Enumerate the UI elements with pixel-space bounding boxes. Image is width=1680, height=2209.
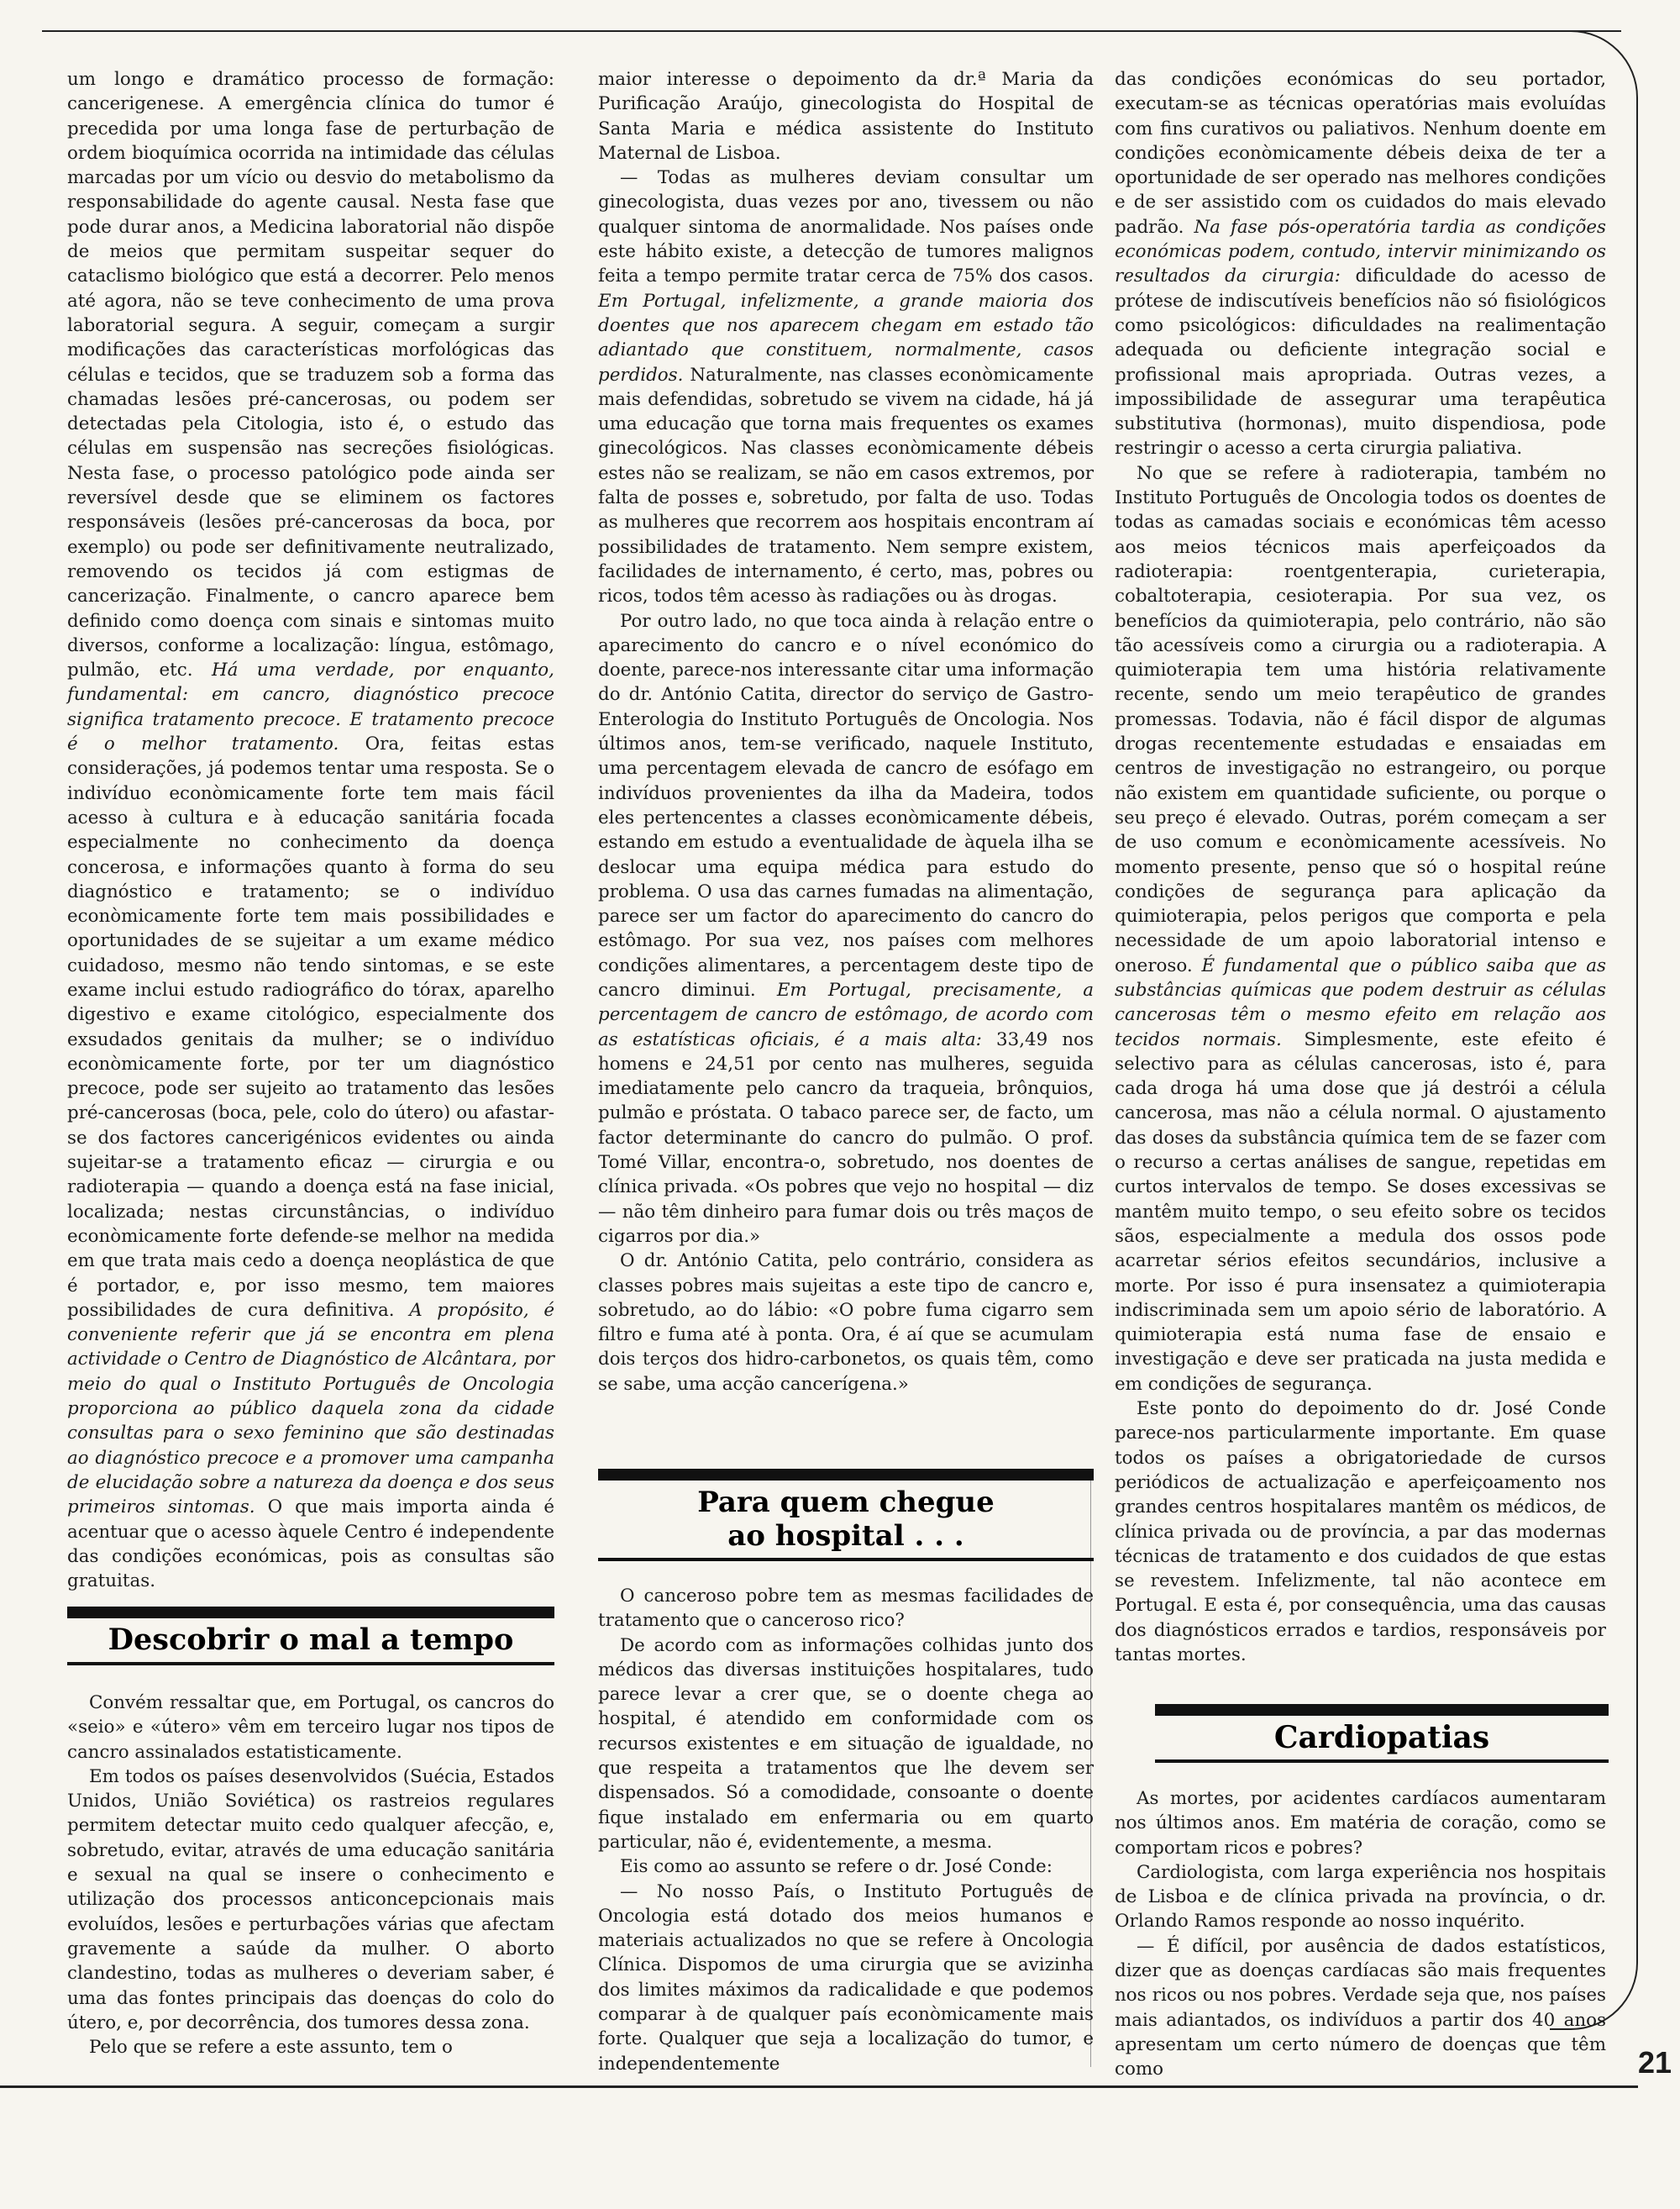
paragraph: um longo e dramático processo de formação: cancerigenese. A emergência clínica do tumor é precedida por uma longa fase de perturbação de ordem bioquímica ocorrida na intimidade das células marcadas por um vício ou desvio do metabolismo da responsabilidade do agente causal. Nesta fase que pode durar anos, a Medicina laboratorial não dispõe de meios que permitam suspeitar sequer do cataclismo biológico que está a decorrer. Pelo menos até agora, não se teve conhecimento de uma prova laboratorial segura. A seguir, começam a surgir modificações das características morfológicas das células e tecidos, que se traduzem sob a forma das chamadas lesões pré-cancerosas, ou podem ser detectadas pela Citologia, isto é, o estudo das células em suspensão nas secreções fisiológicas. Nesta fase, o processo patológico pode ainda ser reversível desde que se eliminem os factores responsáveis (lesões pré-cancerosas da boca, por exemplo) ou pode ser definitivamente neutralizado, removendo os tecidos já com estigmas de cancerização. Finalmente, o cancro aparece bem definido como doença com sinais e sintomas muito diversos, conforme a localização: língua, estômago, pulmão, etc. Há uma verdade, por enquanto, fundamental: em cancro, diagnóstico precoce significa tratamento precoce. E tratamento precoce é o melhor tratamento. Ora, feitas estas considerações, já podemos tentar uma resposta. Se o indivíduo econòmicamente forte tem mais fácil acesso à cultura e à educação sanitária focada especialmente no conhecimento da doença concerosa, e informações quanto à forma do seu diagnóstico e tratamento; se o indivíduo econòmicamente forte tem mais possibilidades e oportunidades de se sujeitar a um exame médico cuidadoso, mesmo não tendo sintomas, e se este exame inclui estudo radiográfico do tórax, aparelho digestivo e exame citológico, especialmente dos exsudados genitais da mulher; se o indivíduo econòmicamente forte, por ter um diagnóstico precoce, pode ser sujeito ao tratamento das lesões pré-cancerosas (boca, pele, colo do útero) ou afastar-se dos factores cancerigénicos evidentes ou ainda sujeitar-se a tratamento eficaz — cirurgia e ou radioterapia — quando a doença está na fase inicial, localizada; nestas circunstâncias, o indivíduo econòmicamente forte defende-se melhor na medida em que trata mais cedo a doença neoplástica de que é portador, e, por isso mesmo, tem maiores possibilidades de cura definitiva. A propósito, é conveniente referir que já se encontra em plena actividade o Centro de Diagnóstico de Alcântara, por meio do qual o Instituto Português de Oncologia proporciona ao público daquela zona da cidade consultas para o sexo feminino que são destinadas ao diagnóstico precoce e a promover uma campanha de elucidação sobre a natureza da doença e dos seus primeiros sintomas. O que mais importa ainda é acentuar que o acesso àquele Centro é independente das condições económicas, pois as consultas são gratuitas.	[67, 69, 554, 1592]
paragraph: Este ponto do depoimento do dr. José Conde parece-nos particularmente importante. Em quase todos os países a obrigatoriedade de cursos periódicos de actualização e aperfeiçoamento nos grandes centros hospitalares mantêm os médicos, de clínica privada ou de província, a par das modernas técnicas de tratamento e dos cuidados de que estas se revestem. Infelizmente, tal não acontece em Portugal. E esta é, por consequência, uma das causas dos diagnósticos errados e tardios, responsáveis por tantas mortes.	[1115, 1398, 1606, 1665]
paragraph: das condições económicas do seu portador, executam-se as técnicas operatórias mais evoluídas com fins curativos ou paliativos. Nenhum doente em condições econòmicamente débeis deixa de ter a oportunidade de ser operado nas melhores condições e de ser assistido com os cuidados do mais elevado padrão. Na fase pós-operatória tardia as condições económicas podem, contudo, intervir minimizando os resultados da cirurgia: dificuldade do acesso de prótese de indiscutíveis benefícios não só fisiológicos como psicológicos: dificuldades na realimentação adequada ou deficiente integração social e profissional mais apropriada. Outras vezes, a impossibilidade de assegurar uma terapêutica substitutiva (hormonas), muito dispendiosa, pode restringir o acesso a certa cirurgia paliativa.	[1115, 69, 1606, 460]
paragraph: O dr. António Catita, pelo contrário, considera as classes pobres mais sujeitas a este tipo de cancro e, sobretudo, ao do lábio: «O pobre fuma cigarro sem filtro e fuma até à ponta. Ora, é aí que se acumulam dois terços dos hidro-carbonetos, os quais têm, como se sabe, uma acção cancerígena.»	[598, 1250, 1094, 1395]
bottom-rule	[0, 2085, 1638, 2088]
paragraph: maior interesse o depoimento da dr.ª Maria da Purificação Araújo, ginecologista do Hospital de Santa Maria e médica assistente do Instituto Maternal de Lisboa.	[598, 69, 1094, 164]
article-column-1	[67, 67, 554, 1593]
paragraph: Por outro lado, no que toca ainda à relação entre o aparecimento do cancro e o nível económico do doente, parece-nos interessante citar uma informação do dr. António Catita, director do serviço de Gastro-Enterologia do Instituto Português de Oncologia. Nos últimos anos, tem-se verificado, naquele Instituto, uma percentagem elevada de cancro de esófago em indivíduos provenientes da ilha da Madeira, todos eles pertencentes a classes econòmicamente débeis, estando em estudo a eventualidade de àquela ilha se deslocar uma equipa médica para estudo do problema. O usa das carnes fumadas na alimentação, parece ser um factor do aparecimento do cancro do estômago. Por sua vez, nos países com melhores condições alimentares, a percentagem deste tipo de cancro diminui. Em Portugal, precisamente, a percentagem de cancro de estômago, de acordo com as estatísticas oficiais, é a mais alta: 33,49 nos homens e 24,51 por cento nas mulheres, seguida imediatamente pelo cancro da traqueia, brônquios, pulmão e próstata. O tabaco parece ser, de facto, um factor determinante do cancro do pulmão. O prof. Tomé Villar, encontra-o, sobretudo, nos doentes de clínica privada. «Os pobres que vejo no hospital — diz — não têm dinheiro para fumar dois ou três maços de cigarros por dia.»	[598, 610, 1094, 1247]
paragraph: Eis como ao assunto se refere o dr. José Conde:	[620, 1856, 1053, 1878]
section-heading-para-quem-chegue: Para quem chegue ao hospital . . .	[598, 1469, 1094, 1561]
section-heading-descobrir: Descobrir o mal a tempo	[67, 1607, 554, 1665]
paragraph: De acordo com as informações colhidas junto dos médicos das diversas instituições hospitalares, tudo parece levar a crer que, se o doente chega ao hospital, é atendido em conformidade com os recursos existentes e em situação de igualdade, no que respeita a tratamentos que lhe devem ser dispensados. Só a comodidade, consoante o doente fique instalado em enfermaria ou em quarto particular, não é, evidentemente, a mesma.	[598, 1634, 1094, 1853]
article-column-2-lower	[598, 1584, 1094, 2076]
paragraph: Convém ressaltar que, em Portugal, os cancros do «seio» e «útero» vêm em terceiro lugar nos tipos de cancro assinalados estatisticamente.	[67, 1692, 554, 1763]
article-column-3	[1115, 67, 1606, 1667]
paragraph: Cardiologista, com larga experiência nos hospitais de Lisboa e de clínica privada na província, o dr. Orlando Ramos responde ao nosso inquérito.	[1115, 1861, 1606, 1933]
paragraph: No que se refere à radioterapia, também no Instituto Português de Oncologia todos os doentes de todas as camadas sociais e económicas têm acesso aos meios técnicos mais aperfeiçoados da radioterapia: roentgenterapia, curieterapia, cobaltoterapia, cesioterapia. Por sua vez, os benefícios da quimioterapia, pelo contrário, não são tão acessíveis como a cirurgia ou a radioterapia. A quimioterapia tem uma história relativamente recente, sendo um meio terapêutico de grandes promessas. Todavia, não é fácil dispor de algumas drogas recentemente estudadas e ensaiadas em centros de investigação no estrangeiro, ou porque não existem em quantidade suficiente, ou porque o seu preço é elevado. Outras, porém começam a ser de uso comum e econòmicamente acessíveis. No momento presente, penso que só o hospital reúne condições de segurança para aplicação da quimioterapia, pelos perigos que comporta e pela necessidade de um apoio laboratorial intenso e oneroso. É fundamental que o público saiba que as substâncias químicas que podem destruir as células cancerosas têm o mesmo efeito em relação aos tecidos normais. Simplesmente, este efeito é selectivo para as células cancerosas, isto é, para cada droga há uma dose que já destrói a célula cancerosa, mas não a célula normal. O ajustamento das doses da substância química tem de se fazer com o recurso a certas análises de sangue, repetidas em curtos intervalos de tempo. Se doses excessivas se mantêm muito tempo, o seu efeito sobre os tecidos sãos, especialmente a medula dos ossos pode acarretar sérios efeitos secundários, inclusive a morte. Por isso é pura insensatez a quimioterapia indiscriminada sem um apoio sério de laboratório. A quimioterapia está numa fase de ensaio e investigação e deve ser praticada na justa medida e em condições de segurança.	[1115, 462, 1606, 1395]
paragraph: As mortes, por acidentes cardíacos aumentaram nos últimos anos. Em matéria de coração, como se comportam ricos e pobres?	[1115, 1788, 1606, 1859]
paragraph: — No nosso País, o Instituto Português de Oncologia está dotado dos meios humanos e materiais actualizados no que se refere à Oncologia Clínica. Dispomos de uma cirurgia que se avizinha dos limites máximos da radicalidade e que podemos comparar à de qualquer país econòmicamente mais forte. Qualquer que seja a localização do tumor, e independentemente	[598, 1880, 1094, 2075]
article-column-2	[598, 67, 1094, 1396]
page-number: 21	[1638, 2045, 1672, 2080]
paragraph: — É difícil, por ausência de dados estatísticos, dizer que as doenças cardíacas são mais frequentes nos ricos ou nos pobres. Verdade seja que, nos países mais adiantados, os indivíduos a partir dos 40 anos apresentam um certo número de doenças que têm como	[1115, 1935, 1606, 2080]
article-column-3-lower	[1115, 1786, 1606, 2082]
section-heading-cardiopatias: Cardiopatias	[1155, 1704, 1609, 1763]
top-rule	[42, 30, 1621, 32]
paragraph: O canceroso pobre tem as mesmas facilidades de tratamento que o canceroso rico?	[598, 1586, 1094, 1632]
paragraph: — Todas as mulheres deviam consultar um ginecologista, duas vezes por ano, tivessem ou não qualquer sintoma de anormalidade. Nos países onde este hábito existe, a detecção de tumores malignos feita a tempo permite tratar cerca de 75% dos casos. Em Portugal, infelizmente, a grande maioria dos doentes que nos aparecem chegam em estado tão adiantado que constituem, normalmente, casos perdidos. Naturalmente, nas classes econòmicamente mais defendidas, sobretudo se vivem na cidade, há já uma educação que torna mais frequentes os exames ginecológicos. Nas classes econòmicamente débeis estes não se realizam, se não em casos extremos, por falta de posses e, sobretudo, por falta de uso. Todas as mulheres que recorrem aos hospitais encontram aí possibilidades de tratamento. Nem sempre existem, facilidades de internamento, é certo, mas, pobres ou ricos, todos têm acesso às radiações ou às drogas.	[598, 167, 1094, 607]
paragraph: Em todos os países desenvolvidos (Suécia, Estados Unidos, União Soviética) os rastreios regulares permitem detectar muito cedo qualquer afecção, e, sobretudo, evitar, através de uma educação sanitária e sexual na qual se insere o conhecimento e utilização dos processos anticoncepcionais mais evoluídos, lesões e perturbações várias que afectam gravemente a saúde da mulher. O aborto clandestino, todas as mulheres o deveriam saber, é uma das fontes principais das doenças do colo do útero, e, por decorrência, dos tumores dessa zona.	[67, 1765, 554, 2033]
article-column-1-lower	[67, 1691, 554, 2059]
paragraph: Pelo que se refere a este assunto, tem o	[89, 2037, 453, 2059]
